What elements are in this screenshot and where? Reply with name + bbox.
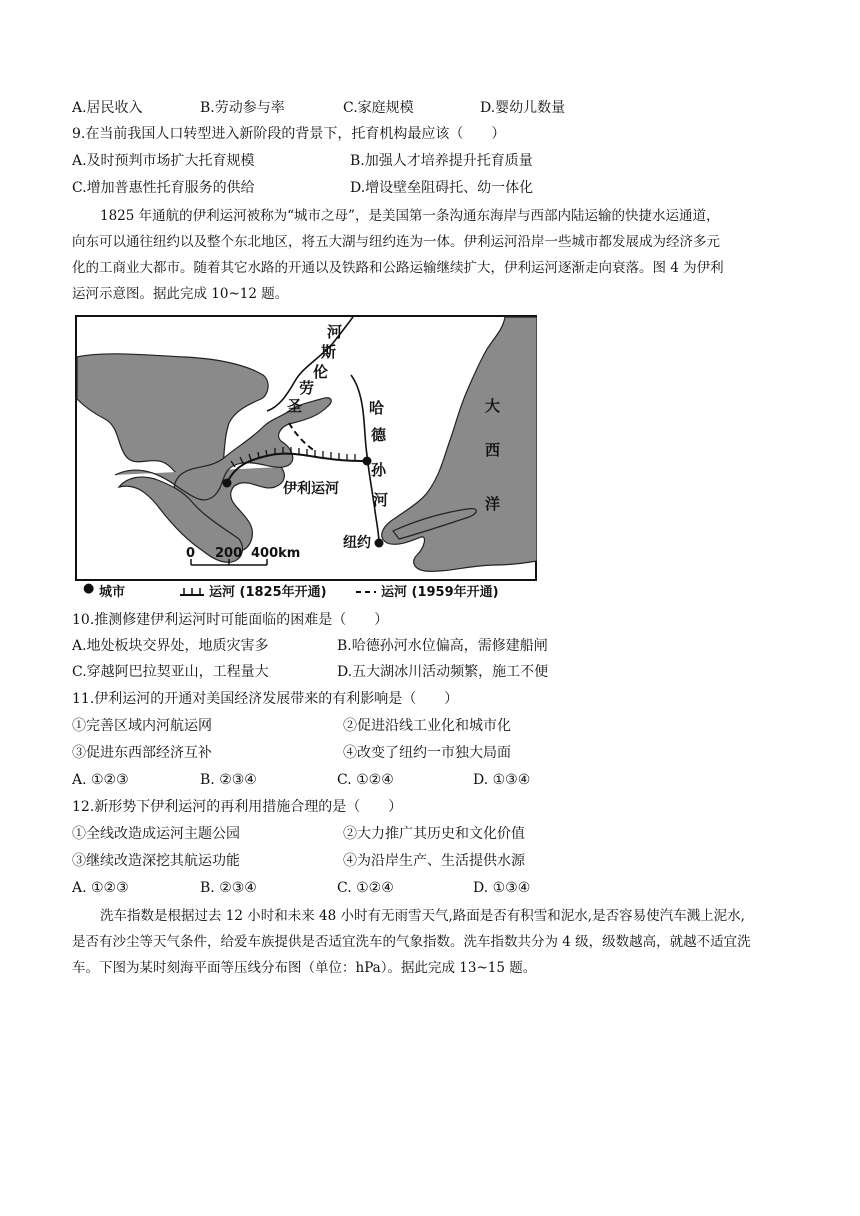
st-lawrence-label-2: 斯 xyxy=(321,343,337,361)
q11-stem: 11.伊利运河的开通对美国经济发展带来的有利影响是（ ） xyxy=(72,691,459,707)
wash-paragraph-line-1: 洗车指数是根据过去 12 小时和未来 48 小时有无雨雪天气,路面是否有积雪和泥水,是否容易使汽车溅上泥水, xyxy=(100,908,745,924)
q9-stem: 9.在当前我国人口转型进入新阶段的背景下，托育机构最应该（ ） xyxy=(72,126,506,142)
scale-tick-0: 0 xyxy=(186,546,196,561)
erie-paragraph-line-2: 向东可以通往纽约以及整个东北地区，将五大湖与纽约连为一体。伊利运河沿岸一些城市都发展成为经济多元 xyxy=(72,234,720,250)
q12-option-a: A. ①②③ xyxy=(72,880,129,896)
q9-option-a: A.及时预判市场扩大托育规模 xyxy=(72,153,255,169)
erie-paragraph-line-4: 运河示意图。据此完成 10~12 题。 xyxy=(72,286,289,302)
atlantic-label-3: 洋 xyxy=(485,495,501,513)
q11-item-1: ①完善区域内河航运网 xyxy=(72,718,212,734)
q12-option-d: D. ①③④ xyxy=(473,880,531,896)
q10-option-d: D.五大湖冰川活动频繁，施工不便 xyxy=(337,664,549,680)
q11-item-3: ③促进东西部经济互补 xyxy=(72,745,212,761)
scale-tick-200: 200 xyxy=(215,546,243,561)
legend-city-dot: ● xyxy=(83,581,95,596)
wash-paragraph-line-3: 车。下图为某时刻海平面等压线分布图（单位：hPa）。据此完成 13~15 题。 xyxy=(72,960,537,976)
q11-option-c: C. ①②④ xyxy=(337,772,394,788)
q10-option-a: A.地处板块交界处，地质灾害多 xyxy=(72,638,269,654)
q9-option-d: D.增设壁垒阻碍托、幼一体化 xyxy=(350,180,534,196)
q10-option-c: C.穿越阿巴拉契亚山，工程量大 xyxy=(72,664,269,680)
q12-option-b: B. ②③④ xyxy=(200,880,257,896)
atlantic-label-2: 西 xyxy=(485,441,501,459)
city-dot-new-york xyxy=(375,539,384,548)
st-lawrence-label-4: 劳 xyxy=(299,379,315,397)
hudson-label-1: 哈 xyxy=(369,399,385,417)
q10-stem: 10.推测修建伊利运河时可能面临的困难是（ ） xyxy=(72,612,389,628)
q12-stem: 12.新形势下伊利运河的再利用措施合理的是（ ） xyxy=(72,799,403,815)
new-york-label: 纽约 xyxy=(343,535,371,551)
q11-option-a: A. ①②③ xyxy=(72,772,129,788)
q8-option-a: A.居民收入 xyxy=(72,100,143,116)
map-legend xyxy=(75,581,537,603)
legend-canal-1825-symbol xyxy=(179,585,205,597)
legend-canal-1959-symbol xyxy=(355,585,377,597)
st-lawrence-label-5: 圣 xyxy=(287,397,303,415)
q12-item-4: ④为沿岸生产、生活提供水源 xyxy=(343,853,525,869)
st-lawrence-label-3: 伦 xyxy=(313,363,329,381)
legend-city: 城市 xyxy=(99,585,126,600)
wash-paragraph-line-2: 是否有沙尘等天气条件，给爱车族提供是否适宜洗车的气象指数。洗车指数共分为 4 级，级数越高，就越不适宜洗 xyxy=(72,934,751,950)
hudson-label-3: 孙 xyxy=(371,461,387,479)
q11-item-4: ④改变了纽约一市独大局面 xyxy=(343,745,511,761)
legend-canal-1825: 运河 (1825年开通) xyxy=(209,585,327,600)
q9-option-c: C.增加普惠性托育服务的供给 xyxy=(72,180,255,196)
q12-option-c: C. ①②④ xyxy=(337,880,394,896)
st-lawrence-label-1: 河 xyxy=(327,323,343,341)
erie-canal-label: 伊利运河 xyxy=(283,481,339,497)
q12-item-2: ②大力推广其历史和文化价值 xyxy=(343,826,525,842)
q11-option-d: D. ①③④ xyxy=(473,772,531,788)
q8-option-b: B.劳动参与率 xyxy=(200,100,285,116)
q12-item-1: ①全线改造成运河主题公园 xyxy=(72,826,240,842)
hudson-label-4: 河 xyxy=(373,491,389,509)
erie-paragraph-line-3: 化的工商业大都市。随着其它水路的开通以及铁路和公路运输继续扩大，伊利运河逐渐走向衰落。图 4 为伊利 xyxy=(72,260,724,276)
erie-paragraph-line-1: 1825 年通航的伊利运河被称为“城市之母”，是美国第一条沟通东海岸与西部内陆运输的快捷水运通道， xyxy=(100,208,720,224)
q10-option-b: B.哈德孙河水位偏高，需修建船闸 xyxy=(337,638,548,654)
q8-option-d: D.婴幼儿数量 xyxy=(480,100,566,116)
city-dot-buffalo xyxy=(223,479,232,488)
q11-item-2: ②促进沿线工业化和城市化 xyxy=(343,718,511,734)
erie-canal-map xyxy=(75,315,537,581)
q12-item-3: ③继续改造深挖其航运功能 xyxy=(72,853,240,869)
erie-canal-map-svg xyxy=(75,315,537,581)
hudson-label-2: 德 xyxy=(371,426,387,444)
scale-tick-400: 400km xyxy=(251,546,301,561)
q11-option-b: B. ②③④ xyxy=(200,772,257,788)
legend-canal-1959: 运河 (1959年开通) xyxy=(381,585,499,600)
q9-option-b: B.加强人才培养提升托育质量 xyxy=(350,153,533,169)
atlantic-label-1: 大 xyxy=(485,397,501,415)
q8-option-c: C.家庭规模 xyxy=(343,100,414,116)
